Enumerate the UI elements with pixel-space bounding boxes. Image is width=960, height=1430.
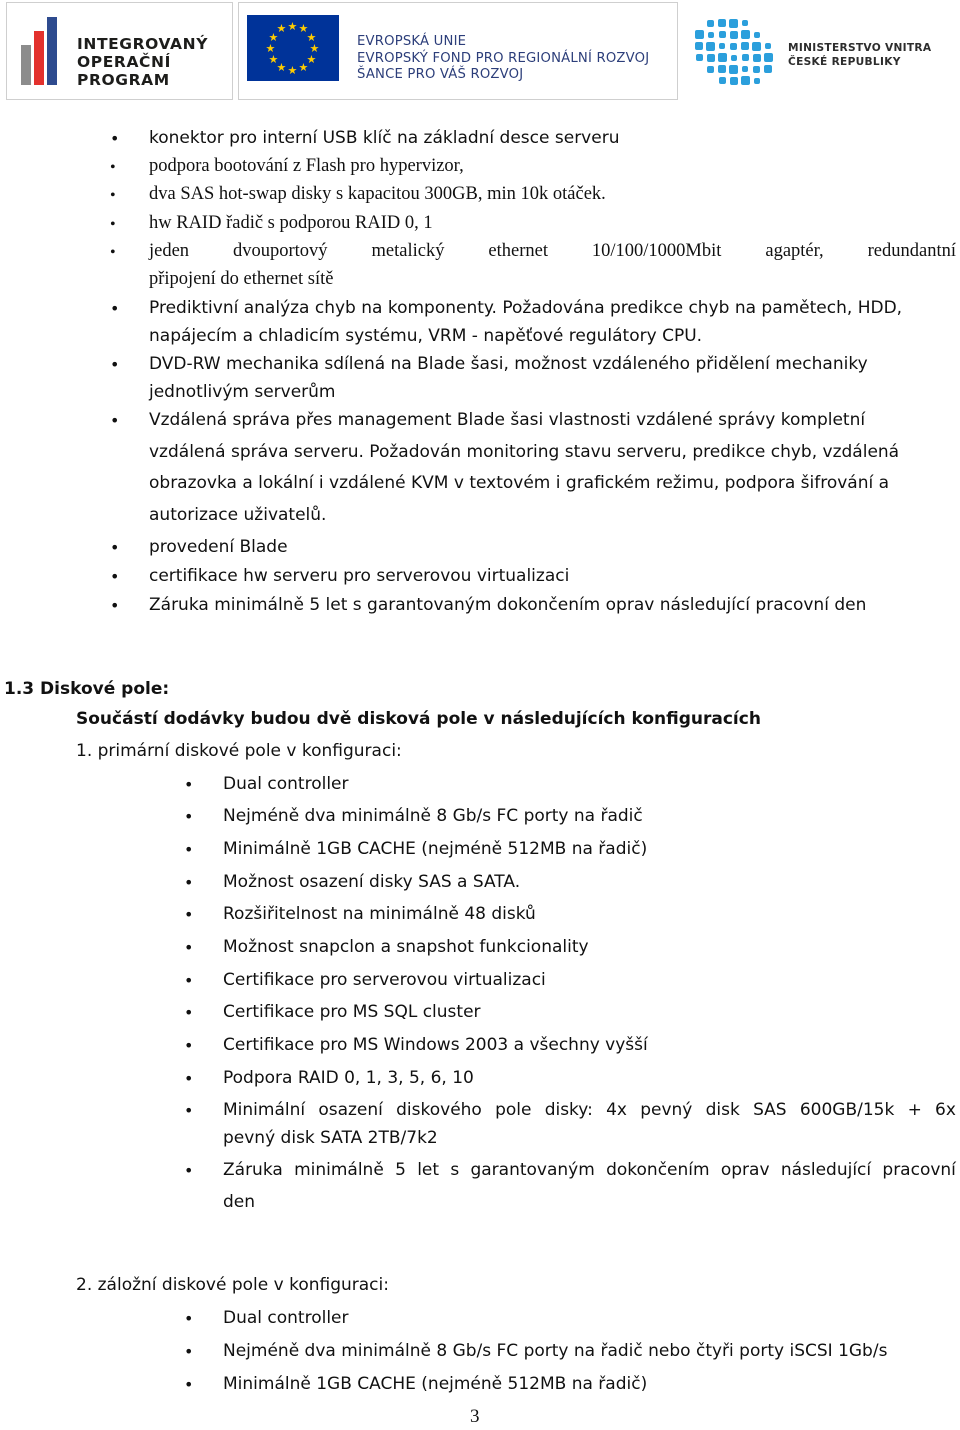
list-item-text: den [223, 1192, 256, 1212]
eu-logo-line: ŠANCE PRO VÁŠ ROZVOJ [357, 67, 524, 82]
word: oprav [720, 1160, 770, 1180]
list-item-text: Možnost osazení disky SAS a SATA. [223, 872, 521, 892]
bullet-icon: • [184, 1161, 194, 1180]
bullet-icon: • [110, 187, 116, 204]
logo-dot [706, 42, 715, 51]
logo-dot [753, 54, 761, 62]
bullet-icon: • [184, 1069, 194, 1088]
word: 5 [395, 1160, 406, 1180]
list-item-text: konektor pro interní USB klíč na základní desce serveru [149, 128, 620, 148]
bullet-icon: • [110, 216, 116, 233]
logo-dot [731, 55, 737, 61]
bullet-icon: • [110, 538, 120, 557]
bullet-icon: • [110, 355, 120, 374]
logo-dot [764, 53, 773, 62]
bullet-icon: • [184, 938, 194, 957]
bullet-icon: • [110, 596, 120, 615]
word: pole [495, 1100, 532, 1120]
word: s [450, 1160, 460, 1180]
list-item-text: Záruka minimálně 5 let s garantovaným dokončením oprav následující pracovní den [149, 595, 867, 615]
mv-logo-line: MINISTERSTVO VNITRA [788, 42, 932, 54]
logo-dot [754, 32, 760, 38]
list-item-text: provedení Blade [149, 537, 288, 557]
logo-dot [718, 53, 727, 62]
list-item-text: DVD-RW mechanika sdílená na Blade šasi, možnost vzdáleného přidělení mechaniky [149, 354, 868, 374]
star-icon: ★ [287, 19, 298, 33]
bullet-icon: • [184, 1036, 194, 1055]
section-heading: 1.3 Diskové pole: [4, 679, 170, 699]
mv-logo-text [788, 42, 931, 69]
star-icon: ★ [287, 63, 298, 77]
iop-logo [6, 2, 233, 100]
list-item-text: pevný disk SATA 2TB/7k2 [223, 1128, 438, 1148]
bullet-icon: • [110, 244, 116, 261]
logo-dot [719, 77, 726, 84]
star-icon: ★ [268, 52, 279, 66]
bullet-icon: • [184, 775, 194, 794]
word: následující [780, 1160, 872, 1180]
list-item-text: obrazovka a lokální i vzdálené KVM v textovém i grafickém režimu, podpora šifrování a [149, 473, 890, 493]
list-item-text: Nejméně dva minimálně 8 Gb/s FC porty na řadič nebo čtyři porty iSCSI 1Gb/s [223, 1341, 888, 1361]
list-item-text: Minimálně 1GB CACHE (nejméně 512MB na řadič) [223, 1374, 648, 1394]
list-item-text: Dual controller [223, 774, 349, 794]
word: dvouportový [233, 241, 328, 261]
word: garantovaným [470, 1160, 595, 1180]
logo-dot [718, 65, 726, 73]
primary-array-title: 1. primární diskové pole v konfiguraci: [76, 741, 402, 761]
word: ethernet [488, 241, 548, 261]
word: let [417, 1160, 440, 1180]
logo-dot [754, 78, 760, 84]
logo-dot [741, 42, 749, 50]
word: pracovní [882, 1160, 956, 1180]
bullet-icon: • [184, 1101, 194, 1120]
word: 10/100/1000Mbit [591, 241, 722, 261]
logo-dot [708, 32, 714, 38]
bullet-icon: • [184, 905, 194, 924]
section-subheading: Součástí dodávky budou dvě disková pole v následujících konfiguracích [76, 709, 761, 729]
logo-dot [695, 30, 704, 39]
mv-logo-line: ČESKÉ REPUBLIKY [788, 55, 901, 68]
word: Záruka [223, 1160, 283, 1180]
logo-dot [742, 66, 748, 72]
bullet-icon: • [110, 299, 120, 318]
iop-bar-red [34, 31, 44, 85]
list-item-text: certifikace hw serveru pro serverovou virtualizaci [149, 566, 570, 586]
iop-bar-blue [47, 17, 57, 85]
bullet-icon: • [184, 1342, 194, 1361]
logo-dot [707, 20, 714, 27]
logo-dot [696, 54, 703, 61]
page-header [6, 0, 956, 100]
logo-dot [730, 77, 738, 85]
logo-dot [742, 54, 749, 61]
bullet-icon: • [184, 1003, 194, 1022]
iop-logo-text [77, 35, 208, 89]
word: dokončením [606, 1160, 710, 1180]
logo-dot [741, 76, 750, 85]
list-item-text: Minimálně 1GB CACHE (nejméně 512MB na řadič) [223, 839, 648, 859]
word: SAS [753, 1100, 787, 1120]
page-number: 3 [470, 1406, 480, 1427]
bullet-icon: • [184, 873, 194, 892]
list-item-text [223, 1100, 956, 1120]
word: 4x [606, 1100, 627, 1120]
word: diskového [396, 1100, 482, 1120]
backup-array-title: 2. záložní diskové pole v konfiguraci: [76, 1275, 389, 1295]
star-icon: ★ [298, 60, 309, 74]
word: metalický [371, 241, 445, 261]
logo-dot [707, 66, 714, 73]
list-item-text: Nejméně dva minimálně 8 Gb/s FC porty na řadič [223, 806, 643, 826]
word: osazení [318, 1100, 383, 1120]
star-icon: ★ [268, 30, 279, 44]
list-item-text: Rozšiřitelnost na minimálně 48 disků [223, 904, 536, 924]
word: disky: [544, 1100, 593, 1120]
word: redundantní [867, 241, 956, 261]
list-item-text: Vzdálená správa přes management Blade šasi vlastnosti vzdálené správy kompletní [149, 410, 866, 430]
list-item-text: vzdálená správa serveru. Požadován monitoring stavu serveru, predikce chyb, vzdálená [149, 442, 900, 462]
iop-logo-bars [21, 17, 67, 85]
eu-logo-line: EVROPSKÝ FOND PRO REGIONÁLNÍ ROZVOJ [357, 50, 650, 66]
star-icon: ★ [306, 52, 317, 66]
logo-dot [764, 65, 772, 73]
list-item-text: Certifikace pro serverovou virtualizaci [223, 970, 546, 990]
bullet-icon: • [110, 159, 116, 176]
list-item-text: dva SAS hot-swap disky s kapacitou 300GB, min 10k otáček. [149, 184, 606, 204]
list-item-text [223, 1160, 956, 1180]
word: agaptér, [765, 241, 824, 261]
bullet-icon: • [184, 1309, 194, 1328]
list-item-text: podpora bootování z Flash pro hypervizor, [149, 156, 464, 176]
list-item-text [149, 241, 956, 262]
logo-dot [742, 20, 748, 26]
list-item-text: napájecím a chladicím systému, VRM - napěťové regulátory CPU. [149, 326, 703, 346]
word: disk [705, 1100, 740, 1120]
logo-dot [729, 19, 738, 28]
logo-dot [719, 43, 725, 49]
star-icon: ★ [306, 30, 317, 44]
word: pevný [640, 1100, 693, 1120]
eu-logo-text [357, 34, 649, 84]
star-icon: ★ [298, 22, 309, 36]
list-item-text: jednotlivým serverům [149, 382, 336, 402]
list-item-text: Možnost snapclon a snapshot funkcionality [223, 937, 589, 957]
logo-dot [695, 42, 703, 50]
iop-logo-line: PROGRAM [77, 71, 170, 89]
star-icon: ★ [276, 22, 287, 36]
logo-dot [729, 65, 738, 74]
list-item-text: Dual controller [223, 1308, 349, 1328]
list-item-text: připojení do ethernet sítě [149, 269, 334, 289]
logo-dot [752, 42, 761, 51]
iop-bar-gray [21, 45, 31, 85]
list-item-text: Certifikace pro MS Windows 2003 a všechny vyšší [223, 1035, 648, 1055]
logo-dot [765, 43, 771, 49]
bullet-icon: • [110, 567, 120, 586]
eu-logo [238, 2, 678, 100]
star-icon: ★ [309, 41, 320, 55]
list-item-text: hw RAID řadič s podporou RAID 0, 1 [149, 213, 433, 233]
mv-logo [694, 18, 956, 88]
word: jeden [149, 241, 190, 261]
list-item-text: Prediktivní analýza chyb na komponenty. Požadována predikce chyb na pamětech, HDD, [149, 298, 903, 318]
logo-dot [719, 31, 726, 38]
bullet-icon: • [184, 840, 194, 859]
iop-logo-line: INTEGROVANÝ [77, 35, 209, 53]
list-item-text: Certifikace pro MS SQL cluster [223, 1002, 481, 1022]
logo-dot [730, 31, 738, 39]
eu-flag-icon [247, 15, 339, 81]
word: minimálně [294, 1160, 384, 1180]
bullet-icon: • [184, 807, 194, 826]
list-item-text: autorizace uživatelů. [149, 505, 327, 525]
logo-dot [707, 54, 715, 62]
word: + [907, 1100, 922, 1120]
logo-dot [741, 30, 750, 39]
mv-dots-icon [694, 18, 776, 88]
bullet-icon: • [184, 1375, 194, 1394]
bullet-icon: • [110, 411, 120, 430]
bullet-icon: • [184, 971, 194, 990]
bullet-icon: • [110, 129, 120, 148]
list-item-text: Podpora RAID 0, 1, 3, 5, 6, 10 [223, 1068, 474, 1088]
word: Minimální [223, 1100, 306, 1120]
word: 600GB/15k [799, 1100, 895, 1120]
eu-logo-line: EVROPSKÁ UNIE [357, 34, 467, 49]
logo-dot [730, 43, 737, 50]
star-icon: ★ [265, 41, 276, 55]
word: 6x [935, 1100, 956, 1120]
iop-logo-line: OPERAČNÍ [77, 53, 171, 71]
logo-dot [753, 66, 760, 73]
logo-dot [718, 19, 726, 27]
star-icon: ★ [276, 60, 287, 74]
